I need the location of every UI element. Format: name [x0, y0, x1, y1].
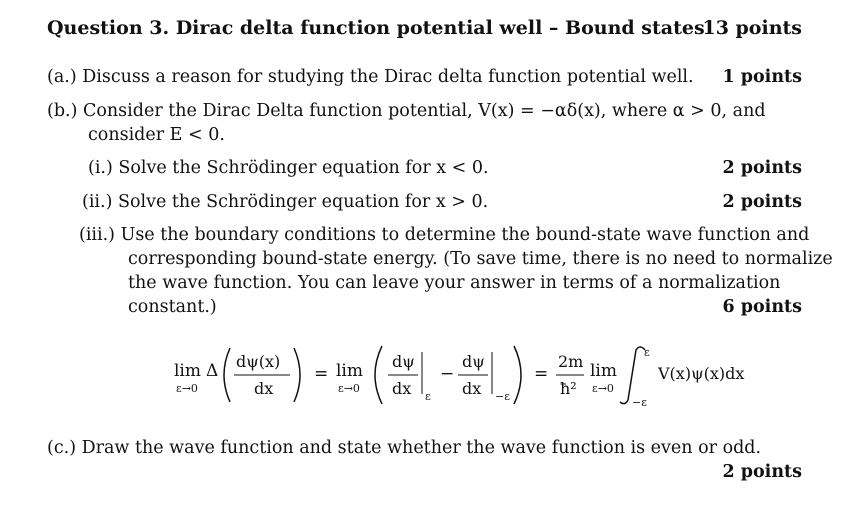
part-b-iii-line-4: constant.): [128, 297, 217, 317]
eq-paren-right-2: [514, 346, 521, 404]
eq-lim-2-sub: ε→0: [338, 382, 360, 395]
part-b-line-1: (b.) Consider the Dirac Delta function potential, V(x) = −αδ(x), where α > 0, and: [47, 101, 766, 121]
eq-equals-2: =: [534, 364, 549, 384]
part-b-iii-line-1: (iii.) Use the boundary conditions to determine the bound-state wave function and: [79, 225, 810, 245]
eq-coef-num: 2m: [558, 352, 584, 371]
eq-coef-den: ħ²: [560, 379, 577, 398]
eq-lim-1-sub: ε→0: [176, 382, 198, 395]
equation-svg: [170, 342, 810, 412]
eq-paren-left-1: [224, 348, 230, 402]
eq-frac1-den: dx: [254, 379, 274, 398]
part-b-line-2: consider E < 0.: [88, 125, 225, 145]
question-title: Question 3. Dirac delta function potential well – Bound states: [47, 17, 705, 39]
eq-frac1-num: dψ(x): [236, 352, 281, 371]
part-b-ii-text: (ii.) Solve the Schrödinger equation for x > 0.: [82, 192, 489, 212]
eq-lim-2: lim: [336, 361, 363, 381]
eq-delta: Δ: [206, 361, 219, 381]
part-b-ii-points: 2 points: [722, 192, 802, 212]
part-b-iii-points: 6 points: [722, 297, 802, 317]
eq-frac2-num: dψ: [392, 352, 415, 371]
eq-lim-1: lim: [174, 361, 201, 381]
eq-minus: −: [440, 364, 455, 384]
question-points: 13 points: [702, 17, 802, 39]
eq-integrand: V(x)ψ(x)dx: [658, 364, 745, 383]
eq-paren-left-2: [375, 346, 382, 404]
part-c-text: (c.) Draw the wave function and state whether the wave function is even or odd.: [47, 438, 762, 458]
eq-frac3-den: dx: [462, 379, 482, 398]
eq-lim-3-sub: ε→0: [592, 382, 614, 395]
part-a-text: (a.) Discuss a reason for studying the Dirac delta function potential well.: [47, 67, 694, 87]
eq-lim-3: lim: [590, 361, 617, 381]
eq-int-upper: ε: [644, 346, 650, 359]
eq-paren-right-1: [294, 348, 300, 402]
part-b-iii-line-2: corresponding bound-state energy. (To save time, there is no need to normalize: [128, 249, 833, 269]
eq-int-lower: −ε: [632, 396, 647, 409]
part-b-i-text: (i.) Solve the Schrödinger equation for x < 0.: [88, 158, 489, 178]
eq-eval-eps: ε: [425, 390, 431, 403]
eq-frac3-num: dψ: [462, 352, 485, 371]
part-b-iii-line-3: the wave function. You can leave your answer in terms of a normalization: [128, 273, 781, 293]
part-c-points: 2 points: [722, 462, 802, 482]
eq-frac2-den: dx: [392, 379, 412, 398]
eq-eval-neg-eps: −ε: [495, 390, 510, 403]
eq-equals-1: =: [314, 364, 329, 384]
boundary-condition-equation: [170, 342, 810, 412]
part-b-i-points: 2 points: [722, 158, 802, 178]
part-a-points: 1 points: [722, 67, 802, 87]
